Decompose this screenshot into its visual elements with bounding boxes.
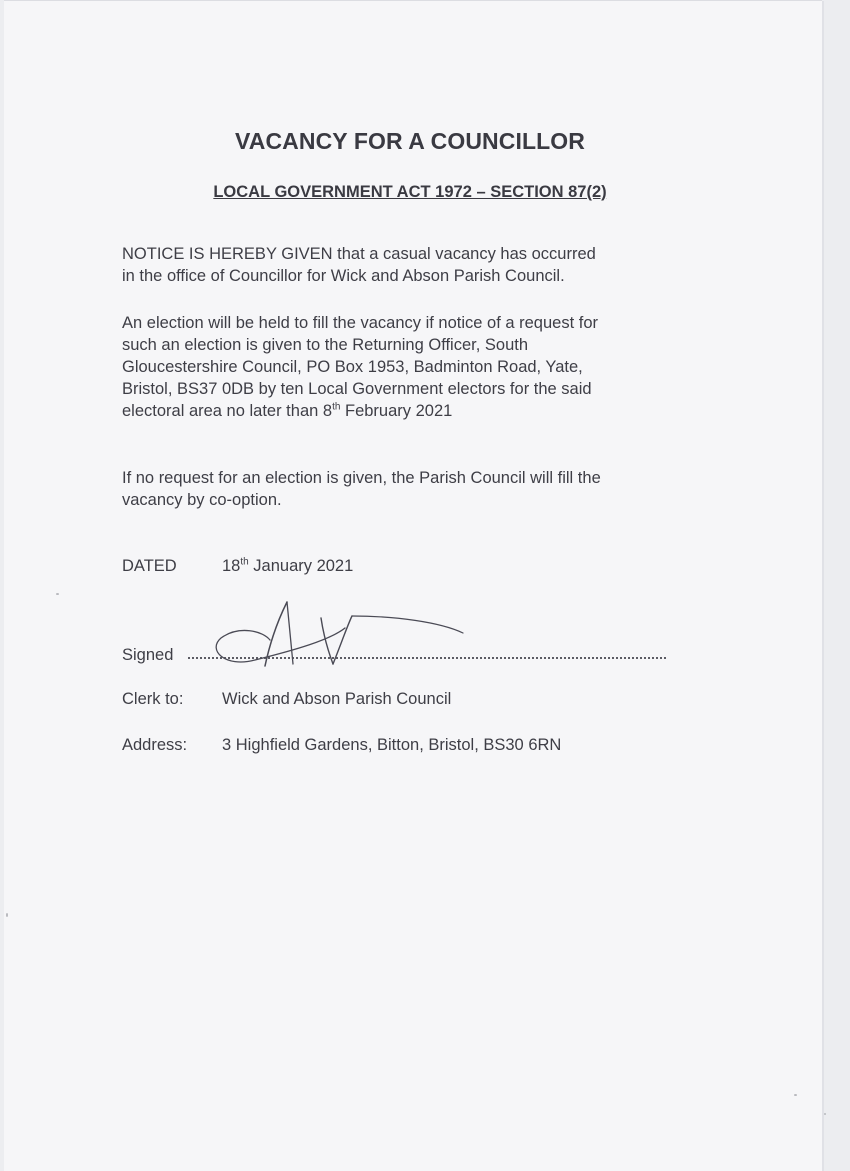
notice-line: NOTICE IS HEREBY GIVEN that a casual vacancy has occurred: [122, 245, 596, 263]
handwritten-signature: [205, 588, 480, 678]
dated-day-ordinal: th: [240, 556, 249, 568]
notice-subtitle: LOCAL GOVERNMENT ACT 1972 – SECTION 87(2): [213, 183, 607, 201]
address-row: [122, 736, 562, 755]
signed-row: [122, 646, 173, 665]
scan-speck: [794, 1094, 797, 1096]
notice-paragraph: [122, 243, 722, 287]
notice-line: in the office of Councillor for Wick and Abson Parish Council.: [122, 267, 565, 285]
signed-label: Signed: [122, 646, 174, 664]
election-line: Bristol, BS37 0DB by ten Local Government electors for the said: [122, 380, 592, 398]
deadline-text: electoral area no later than 8: [122, 402, 333, 420]
address-value: 3 Highfield Gardens, Bitton, Bristol, BS30 6RN: [222, 736, 562, 754]
document-page: [4, 0, 822, 1171]
dated-label: DATED: [122, 557, 177, 575]
deadline-month-year: February 2021: [340, 402, 453, 420]
dated-value: [222, 557, 353, 576]
election-line: Gloucestershire Council, PO Box 1953, Badminton Road, Yate,: [122, 358, 583, 376]
dated-row: [122, 556, 354, 576]
cooption-line: vacancy by co-option.: [122, 491, 282, 509]
cooption-paragraph: [122, 467, 722, 511]
cooption-line: If no request for an election is given, the Parish Council will fill the: [122, 469, 601, 487]
scan-speck: [6, 913, 8, 917]
dated-day: 18: [222, 557, 241, 575]
clerk-label: Clerk to:: [122, 690, 184, 708]
address-label: Address:: [122, 736, 188, 754]
dated-month-year: January 2021: [248, 557, 354, 575]
clerk-value: Wick and Abson Parish Council: [222, 690, 452, 708]
clerk-row: [122, 690, 452, 709]
election-line: [122, 400, 722, 422]
election-paragraph: [122, 312, 722, 422]
scan-speck: [824, 1113, 826, 1115]
deadline-ordinal: th: [332, 401, 341, 413]
election-line: such an election is given to the Returning Officer, South: [122, 336, 529, 354]
scan-speck: [56, 593, 59, 595]
notice-title: VACANCY FOR A COUNCILLOR: [235, 128, 585, 154]
election-line: An election will be held to fill the vacancy if notice of a request for: [122, 314, 599, 332]
